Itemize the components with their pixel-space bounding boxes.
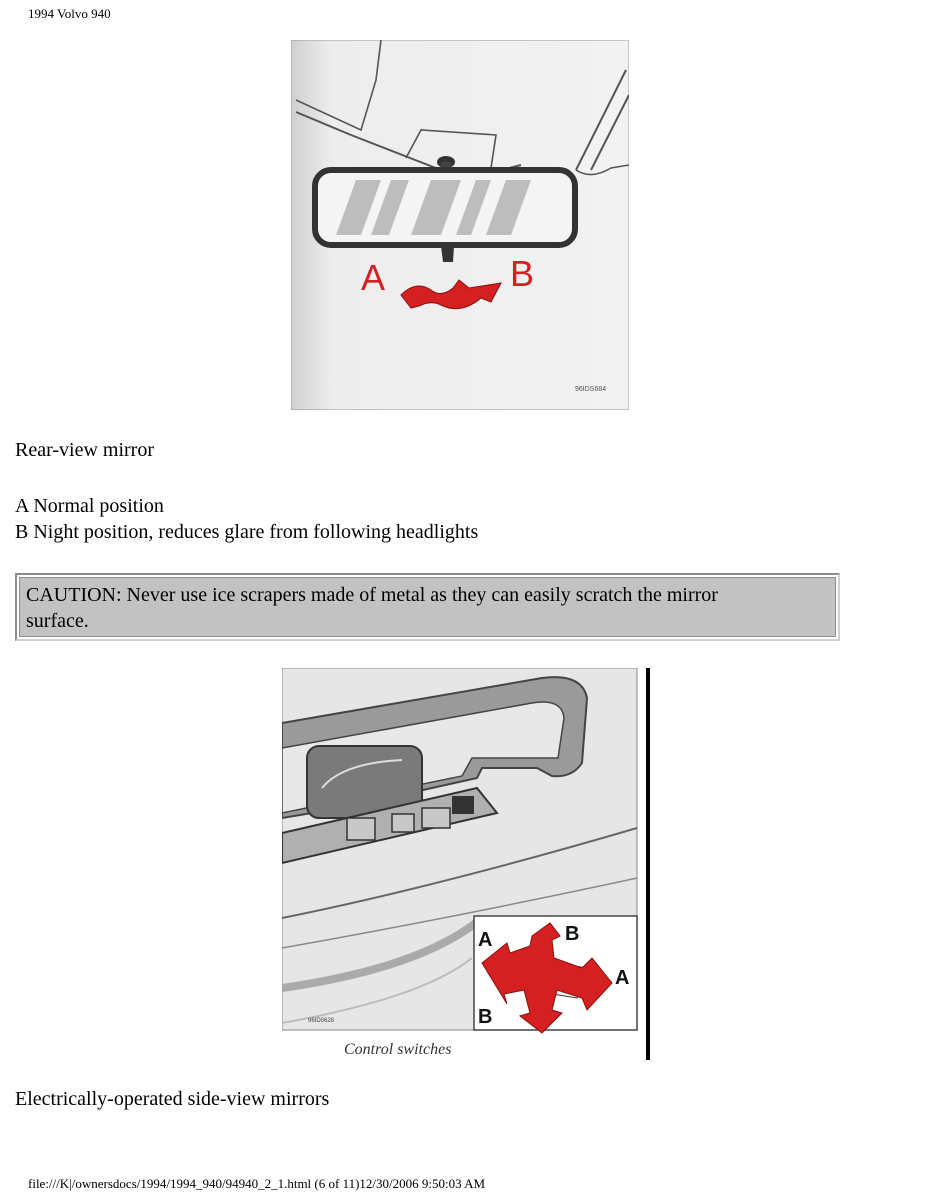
inset-label-a-top: A — [478, 929, 493, 951]
inset-label-b-bottom: B — [478, 1006, 493, 1028]
caution-line-2: surface. — [26, 610, 89, 632]
figure2-subcaption: Control switches — [344, 1041, 452, 1058]
figure2-code: 96ID0628 — [308, 1018, 335, 1024]
inset-label-a-right: A — [615, 967, 630, 989]
page-footer: file:///K|/ownersdocs/1994/1994_940/94940_2_1.html (6 of 11)12/30/2006 9:50:03 AM — [28, 1176, 486, 1191]
position-list — [15, 493, 478, 545]
inset-label-b-top: B — [565, 923, 580, 945]
page-header: 1994 Volvo 940 — [28, 6, 111, 21]
caution-line-1: CAUTION: Never use ice scrapers made of metal as they can easily scratch the mirror — [26, 584, 718, 606]
list-item-a: A Normal position — [15, 495, 164, 517]
list-item-b: B Night position, reduces glare from following headlights — [15, 521, 479, 543]
figure1-caption: Rear-view mirror — [15, 439, 154, 461]
figure2-caption: Electrically-operated side-view mirrors — [15, 1088, 330, 1110]
control-switches-illustration — [282, 668, 652, 1060]
figure1-label-b: B — [510, 253, 535, 294]
figure1-label-a: A — [361, 257, 386, 298]
caution-box — [15, 573, 840, 641]
figure1-code: 96IDS684 — [575, 386, 607, 393]
rear-view-mirror-illustration — [291, 40, 629, 410]
